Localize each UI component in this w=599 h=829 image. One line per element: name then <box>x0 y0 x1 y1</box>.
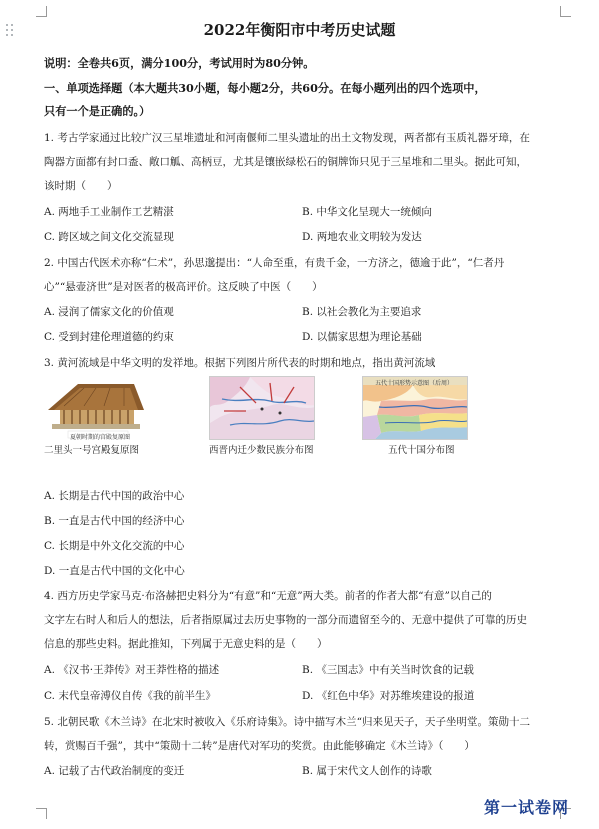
question-1-option-a: A. 两地手工业制作工艺精湛 <box>44 206 174 218</box>
question-1-stem: 陶器方面都有封口盉、敞口觚、高柄豆，尤其是镶嵌绿松石的铜牌饰只见于三星堆和二里头。据此可知， <box>44 156 527 168</box>
question-1-option-d: D. 两地农业文明较为发达 <box>302 231 422 243</box>
question-2-stem: 心”“悬壶济世”是对医者的极高评价。这反映了中医（ ） <box>44 281 323 293</box>
question-3-option-a: A. 长期是古代中国的政治中心 <box>44 490 185 502</box>
watermark-logo: 第一试卷网 <box>484 798 570 817</box>
page-corner-mark <box>36 808 47 819</box>
section-heading: 只有一个是正确的。） <box>44 104 151 118</box>
question-3-stem: 3. 黄河流域是中华文明的发祥地。根据下列图片所代表的时期和地点，指出黄河流域 <box>44 357 436 369</box>
figure-1-inner-label: 夏朝时期的宫殿复原图 <box>70 434 131 440</box>
figure-3-caption: 五代十国分布图 <box>388 445 455 456</box>
question-2-stem: 2. 中国古代医术亦称“仁术”，孙思邈提出：“人命至重，有贵千金，一方济之，德逾于此”，“仁者丹 <box>44 257 505 269</box>
question-1-option-c: C. 跨区域之间文化交流显现 <box>44 231 174 243</box>
question-3-option-c: C. 长期是中外文化交流的中心 <box>44 540 185 552</box>
figure-2-caption: 西晋内迁少数民族分布图 <box>209 445 314 456</box>
question-4-option-a: A. 《汉书·王莽传》对王莽性格的描述 <box>44 664 220 676</box>
question-4-option-c: C. 末代皇帝溥仪自传《我的前半生》 <box>44 690 216 702</box>
palace-reconstruction-image <box>44 376 146 440</box>
question-2-option-c: C. 受到封建伦理道德的约束 <box>44 331 174 343</box>
migration-map-image <box>209 376 315 440</box>
question-4-stem: 文字左右时人和后人的想法，后者指原属过去历史事物的一部分而遗留至今的、无意中提供了可靠的历史 <box>44 614 527 626</box>
question-5-stem: 转，赏赐百千强”，其中“策勋十二转”是唐代对军功的奖赏。由此能够确定《木兰诗》（ ） <box>44 740 475 752</box>
question-1-stem: 该时期（ ） <box>44 180 118 192</box>
question-5-option-b: B. 属于宋代文人创作的诗歌 <box>302 765 432 777</box>
question-4-stem: 信息的那些史料。据此推知，下列属于无意史料的是（ ） <box>44 638 328 650</box>
page-title: 2022年衡阳市中考历史试题 <box>203 21 396 39</box>
question-5-option-a: A. 记载了古代政治制度的变迁 <box>44 765 185 777</box>
page-corner-mark <box>36 6 47 17</box>
question-3-option-d: D. 一直是古代中国的文化中心 <box>44 565 185 577</box>
five-dynasties-map-image <box>362 376 468 440</box>
instructions: 说明：全卷共6页，满分100分，考试用时为80分钟。 <box>44 56 315 70</box>
question-2-option-a: A. 浸润了儒家文化的价值观 <box>44 306 174 318</box>
question-3-option-b: B. 一直是古代中国的经济中心 <box>44 515 185 527</box>
page-corner-mark <box>560 6 571 17</box>
question-1-stem: 1. 考古学家通过比较广汉三星堆遗址和河南偃师二里头遗址的出土文物发现，两者都有玉质礼器牙璋，在 <box>44 132 530 144</box>
question-1-option-b: B. 中华文化呈现大一统倾向 <box>302 206 432 218</box>
question-5-stem: 5. 北朝民歌《木兰诗》在北宋时被收入《乐府诗集》。诗中描写木兰“归来见天子，天子坐明堂。策勋十二 <box>44 716 530 728</box>
figure-3-inner-label: 五代十国形势示意图（后周） <box>375 380 454 387</box>
figure-1-caption: 二里头一号宫殿复原图 <box>44 445 140 456</box>
question-4-stem: 4. 西方历史学家马克·布洛赫把史料分为“有意”和“无意”两大类。前者的作者大都“有意”以自己的 <box>44 590 492 602</box>
question-4-option-b: B. 《三国志》中有关当时饮食的记载 <box>302 664 474 676</box>
question-4-option-d: D. 《红色中华》对苏维埃建设的报道 <box>302 690 475 702</box>
section-heading: 一、单项选择题（本大题共30小题，每小题2分，共60分。在每小题列出的四个选项中， <box>44 81 486 95</box>
question-2-option-d: D. 以儒家思想为理论基础 <box>302 331 422 343</box>
question-2-option-b: B. 以社会教化为主要追求 <box>302 306 422 318</box>
